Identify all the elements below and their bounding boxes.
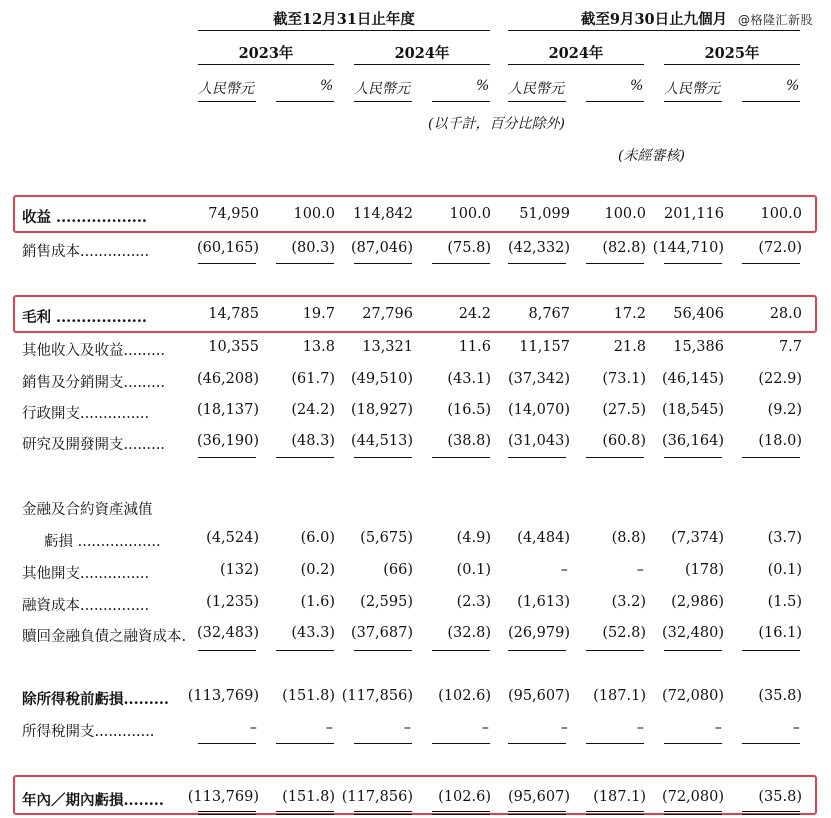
cell-rd-expenses-7: (18.0) — [758, 433, 802, 449]
column-underline — [432, 743, 490, 744]
column-underline — [432, 263, 490, 264]
cell-loss-before-tax-6: (72,080) — [661, 688, 724, 704]
double-underline — [742, 811, 800, 815]
cell-finance-costs-7: (1.5) — [767, 594, 802, 610]
cell-loss-before-tax-4: (95,607) — [507, 688, 570, 704]
cell-income-tax-1: – — [325, 720, 333, 736]
cell-rd-expenses-6: (36,164) — [661, 433, 724, 449]
column-underline — [508, 263, 566, 264]
cell-rd-expenses-3: (38.8) — [447, 433, 491, 449]
row-label-revenue: 收益 .................. — [22, 209, 147, 226]
cell-cost-of-sales-2: (87,046) — [350, 240, 413, 256]
row-label-admin-expenses: 行政開支............... — [22, 406, 150, 422]
cell-finance-costs-2: (2,595) — [360, 594, 413, 610]
cell-selling-expenses-0: (46,208) — [196, 371, 259, 387]
row-label-gross-profit: 毛利 .................. — [22, 309, 147, 326]
cell-redemption-finance-costs-0: (32,483) — [196, 625, 259, 641]
cell-other-income-6: 15,386 — [673, 339, 724, 355]
cell-impairment-loss-4: (4,484) — [517, 530, 570, 546]
cell-redemption-finance-costs-3: (32.8) — [447, 625, 491, 641]
cell-other-expenses-6: (178) — [685, 562, 724, 578]
cell-net-loss-6: (72,080) — [661, 789, 724, 805]
column-underline — [432, 650, 490, 651]
cell-other-expenses-4: – — [560, 562, 568, 578]
column-underline — [354, 457, 412, 458]
row-label-selling-expenses: 銷售及分銷開支......... — [22, 375, 165, 391]
cell-net-loss-7: (35.8) — [758, 789, 802, 805]
cell-other-income-7: 7.7 — [778, 339, 802, 355]
cell-impairment-loss-6: (7,374) — [671, 530, 724, 546]
cell-income-tax-0: – — [249, 720, 257, 736]
cell-cost-of-sales-5: (82.8) — [602, 240, 646, 256]
cell-loss-before-tax-1: (151.8) — [282, 688, 335, 704]
column-underline — [664, 650, 722, 651]
cell-admin-expenses-0: (18,137) — [196, 402, 259, 418]
cell-other-expenses-1: (0.2) — [300, 562, 335, 578]
cell-income-tax-5: – — [636, 720, 644, 736]
unit-label-rmb: 人民幣元 — [354, 81, 410, 97]
cell-loss-before-tax-7: (35.8) — [758, 688, 802, 704]
cell-gross-profit-0: 14,785 — [208, 306, 259, 322]
cell-gross-profit-6: 56,406 — [673, 306, 724, 322]
cell-rd-expenses-0: (36,190) — [196, 433, 259, 449]
cell-income-tax-2: – — [403, 720, 411, 736]
column-underline — [276, 743, 334, 744]
cell-rd-expenses-5: (60.8) — [602, 433, 646, 449]
unit-underline — [432, 101, 490, 102]
year-header: 2025年 — [704, 45, 760, 62]
year-underline — [198, 64, 334, 65]
cell-redemption-finance-costs-7: (16.1) — [758, 625, 802, 641]
column-underline — [198, 650, 256, 651]
cell-selling-expenses-5: (73.1) — [602, 371, 646, 387]
unit-underline — [508, 101, 566, 102]
cell-gross-profit-2: 27,796 — [362, 306, 413, 322]
cell-redemption-finance-costs-2: (37,687) — [350, 625, 413, 641]
unit-label-percent: % — [320, 78, 334, 94]
unit-underline — [742, 101, 800, 102]
unit-label-rmb: 人民幣元 — [508, 81, 564, 97]
unit-label-percent: % — [630, 78, 644, 94]
cell-revenue-0: 74,950 — [208, 206, 259, 222]
cell-other-income-4: 11,157 — [519, 339, 570, 355]
unit-underline — [664, 101, 722, 102]
cell-selling-expenses-1: (61.7) — [291, 371, 335, 387]
column-underline — [354, 650, 412, 651]
column-underline — [198, 457, 256, 458]
cell-gross-profit-4: 8,767 — [528, 306, 570, 322]
cell-redemption-finance-costs-6: (32,480) — [661, 625, 724, 641]
row-label-impairment-loss: 虧損 .................. — [44, 534, 161, 550]
column-underline — [586, 743, 644, 744]
year-underline — [664, 64, 800, 65]
unit-underline — [198, 101, 256, 102]
cell-cost-of-sales-4: (42,332) — [507, 240, 570, 256]
cell-other-expenses-5: – — [636, 562, 644, 578]
cell-other-expenses-2: (66) — [383, 562, 413, 578]
row-label-loss-before-tax: 除所得稅前虧損......... — [22, 691, 169, 708]
year-header: 2024年 — [394, 45, 450, 62]
cell-selling-expenses-4: (37,342) — [507, 371, 570, 387]
row-label-redemption-finance-costs: 贖回金融負債之融資成本. — [22, 629, 187, 645]
cell-finance-costs-4: (1,613) — [517, 594, 570, 610]
cell-other-expenses-3: (0.1) — [456, 562, 491, 578]
cell-revenue-6: 201,116 — [664, 206, 724, 222]
cell-other-income-5: 21.8 — [613, 339, 646, 355]
double-underline — [354, 811, 412, 815]
cell-cost-of-sales-7: (72.0) — [758, 240, 802, 256]
row-label-other-expenses: 其他開支............... — [22, 566, 150, 582]
column-underline — [742, 457, 800, 458]
double-underline — [508, 811, 566, 815]
row-label-finance-costs: 融資成本............... — [22, 598, 150, 614]
period-header-annual: 截至12月31日止年度 — [273, 11, 415, 28]
watermark: @格隆汇新股 — [738, 13, 814, 27]
cell-cost-of-sales-1: (80.3) — [291, 240, 335, 256]
cell-gross-profit-7: 28.0 — [769, 306, 802, 322]
column-underline — [508, 457, 566, 458]
cell-admin-expenses-7: (9.2) — [767, 402, 802, 418]
cell-cost-of-sales-0: (60,165) — [196, 240, 259, 256]
column-underline — [354, 263, 412, 264]
cell-other-income-3: 11.6 — [458, 339, 491, 355]
cell-revenue-4: 51,099 — [519, 206, 570, 222]
cell-net-loss-4: (95,607) — [507, 789, 570, 805]
column-underline — [198, 743, 256, 744]
cell-other-income-0: 10,355 — [208, 339, 259, 355]
unaudited-note: (未經審核) — [618, 148, 685, 164]
column-underline — [432, 457, 490, 458]
cell-impairment-loss-0: (4,524) — [206, 530, 259, 546]
double-underline — [664, 811, 722, 815]
row-label-cost-of-sales: 銷售成本............... — [22, 244, 150, 260]
cell-admin-expenses-1: (24.2) — [291, 402, 335, 418]
row-label-other-income: 其他收入及收益......... — [22, 343, 165, 359]
cell-rd-expenses-4: (31,043) — [507, 433, 570, 449]
column-underline — [508, 743, 566, 744]
cell-income-tax-4: – — [560, 720, 568, 736]
period-underline — [198, 30, 490, 31]
unit-underline — [276, 101, 334, 102]
column-underline — [508, 650, 566, 651]
cell-admin-expenses-3: (16.5) — [447, 402, 491, 418]
period-header-nine-months: 截至9月30日止九個月 — [580, 11, 728, 28]
cell-impairment-loss-7: (3.7) — [767, 530, 802, 546]
column-underline — [742, 650, 800, 651]
cell-finance-costs-6: (2,986) — [671, 594, 724, 610]
unit-label-percent: % — [476, 78, 490, 94]
cell-other-expenses-0: (132) — [220, 562, 259, 578]
cell-selling-expenses-6: (46,145) — [661, 371, 724, 387]
cell-finance-costs-0: (1,235) — [206, 594, 259, 610]
cell-gross-profit-1: 19.7 — [302, 306, 335, 322]
double-underline — [276, 811, 334, 815]
column-underline — [664, 457, 722, 458]
row-label-impairment-header: 金融及合約資產減值 — [22, 502, 153, 518]
unit-underline — [586, 101, 644, 102]
column-underline — [276, 650, 334, 651]
cell-selling-expenses-2: (49,510) — [350, 371, 413, 387]
cell-net-loss-0: (113,769) — [187, 789, 259, 805]
year-underline — [508, 64, 644, 65]
cell-gross-profit-5: 17.2 — [613, 306, 646, 322]
cell-revenue-2: 114,842 — [353, 206, 413, 222]
cell-net-loss-3: (102.6) — [438, 789, 491, 805]
cell-loss-before-tax-2: (117,856) — [341, 688, 413, 704]
column-underline — [664, 263, 722, 264]
unit-label-rmb: 人民幣元 — [198, 81, 254, 97]
double-underline — [198, 811, 256, 815]
cell-revenue-3: 100.0 — [449, 206, 491, 222]
year-header: 2024年 — [548, 45, 604, 62]
cell-admin-expenses-5: (27.5) — [602, 402, 646, 418]
column-underline — [198, 263, 256, 264]
cell-income-tax-7: – — [792, 720, 800, 736]
cell-admin-expenses-6: (18,545) — [661, 402, 724, 418]
cell-finance-costs-5: (3.2) — [611, 594, 646, 610]
cell-gross-profit-3: 24.2 — [458, 306, 491, 322]
cell-revenue-1: 100.0 — [293, 206, 335, 222]
cell-other-income-1: 13.8 — [302, 339, 335, 355]
column-underline — [586, 263, 644, 264]
unit-label-percent: % — [786, 78, 800, 94]
cell-cost-of-sales-6: (144,710) — [652, 240, 724, 256]
cell-redemption-finance-costs-4: (26,979) — [507, 625, 570, 641]
cell-redemption-finance-costs-1: (43.3) — [291, 625, 335, 641]
row-label-rd-expenses: 研究及開發開支......... — [22, 437, 165, 453]
cell-loss-before-tax-0: (113,769) — [187, 688, 259, 704]
cell-impairment-loss-1: (6.0) — [300, 530, 335, 546]
column-underline — [586, 650, 644, 651]
cell-revenue-7: 100.0 — [760, 206, 802, 222]
cell-impairment-loss-2: (5,675) — [360, 530, 413, 546]
cell-loss-before-tax-5: (187.1) — [593, 688, 646, 704]
column-underline — [664, 743, 722, 744]
cell-rd-expenses-2: (44,513) — [350, 433, 413, 449]
cell-other-expenses-7: (0.1) — [767, 562, 802, 578]
column-underline — [276, 457, 334, 458]
column-underline — [276, 263, 334, 264]
cell-loss-before-tax-3: (102.6) — [438, 688, 491, 704]
cell-finance-costs-1: (1.6) — [300, 594, 335, 610]
cell-selling-expenses-7: (22.9) — [758, 371, 802, 387]
row-label-net-loss: 年內／期內虧損........ — [22, 792, 164, 809]
cell-other-income-2: 13,321 — [362, 339, 413, 355]
double-underline — [432, 811, 490, 815]
cell-cost-of-sales-3: (75.8) — [447, 240, 491, 256]
cell-net-loss-2: (117,856) — [341, 789, 413, 805]
cell-selling-expenses-3: (43.1) — [447, 371, 491, 387]
cell-redemption-finance-costs-5: (52.8) — [602, 625, 646, 641]
cell-rd-expenses-1: (48.3) — [291, 433, 335, 449]
unit-label-rmb: 人民幣元 — [664, 81, 720, 97]
cell-impairment-loss-5: (8.8) — [611, 530, 646, 546]
cell-admin-expenses-2: (18,927) — [350, 402, 413, 418]
cell-admin-expenses-4: (14,070) — [507, 402, 570, 418]
cell-finance-costs-3: (2.3) — [456, 594, 491, 610]
period-underline — [508, 30, 800, 31]
row-label-income-tax: 所得稅開支............. — [22, 724, 155, 740]
column-underline — [742, 743, 800, 744]
year-header: 2023年 — [238, 45, 294, 62]
cell-net-loss-1: (151.8) — [282, 789, 335, 805]
column-underline — [354, 743, 412, 744]
column-underline — [586, 457, 644, 458]
double-underline — [586, 811, 644, 815]
cell-impairment-loss-3: (4.9) — [456, 530, 491, 546]
unit-underline — [354, 101, 412, 102]
year-underline — [354, 64, 490, 65]
cell-net-loss-5: (187.1) — [593, 789, 646, 805]
cell-income-tax-6: – — [714, 720, 722, 736]
column-underline — [742, 263, 800, 264]
cell-revenue-5: 100.0 — [604, 206, 646, 222]
unit-note: (以千計，百分比除外) — [428, 116, 565, 132]
cell-income-tax-3: – — [481, 720, 489, 736]
